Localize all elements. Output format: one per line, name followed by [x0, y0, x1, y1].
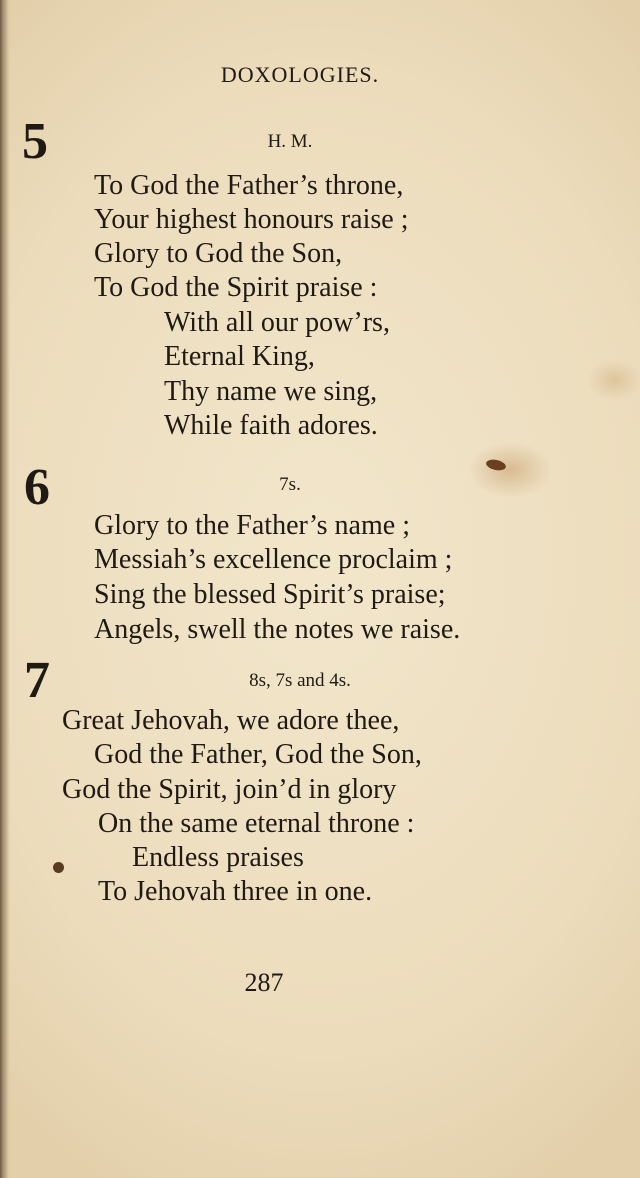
verse-line: Thy name we sing,: [164, 376, 378, 407]
page-gutter-shadow: [0, 0, 10, 1178]
hymn-meter: 8s, 7s and 4s.: [249, 670, 351, 691]
foxing-stain: [485, 458, 507, 472]
verse-line: Glory to the Father’s name ;: [94, 510, 410, 541]
ink-spot: [53, 862, 64, 873]
verse-line: With all our pow’rs,: [164, 307, 390, 338]
verse-line: Eternal King,: [164, 341, 315, 372]
hymn-number: 5: [22, 113, 48, 170]
page-number: 287: [244, 968, 284, 997]
verse-line: Great Jehovah, we adore thee,: [62, 705, 400, 736]
verse-line: To God the Father’s throne,: [94, 170, 404, 201]
verse-line: Your highest honours raise ;: [94, 204, 409, 235]
verse-line: To God the Spirit praise :: [94, 272, 378, 303]
verse-line: Sing the blessed Spirit’s praise;: [94, 579, 446, 610]
page-title: DOXOLOGIES.: [220, 62, 380, 87]
verse-line: To Jehovah three in one.: [98, 876, 373, 907]
verse-line: While faith adores.: [164, 410, 378, 441]
verse-line: On the same eternal throne :: [98, 808, 415, 839]
verse-line: Glory to God the Son,: [94, 238, 343, 269]
verse-line: God the Father, God the Son,: [94, 739, 422, 770]
verse-line: Endless praises: [132, 842, 304, 873]
hymn-number: 7: [24, 652, 50, 709]
verse-line: Angels, swell the notes we raise.: [94, 614, 461, 645]
hymn-number: 6: [24, 459, 50, 516]
hymn-meter: 7s.: [279, 474, 301, 495]
hymn-meter: H. M.: [267, 131, 313, 152]
verse-line: Messiah’s excellence proclaim ;: [94, 544, 453, 575]
verse-line: God the Spirit, join’d in glory: [62, 774, 397, 805]
